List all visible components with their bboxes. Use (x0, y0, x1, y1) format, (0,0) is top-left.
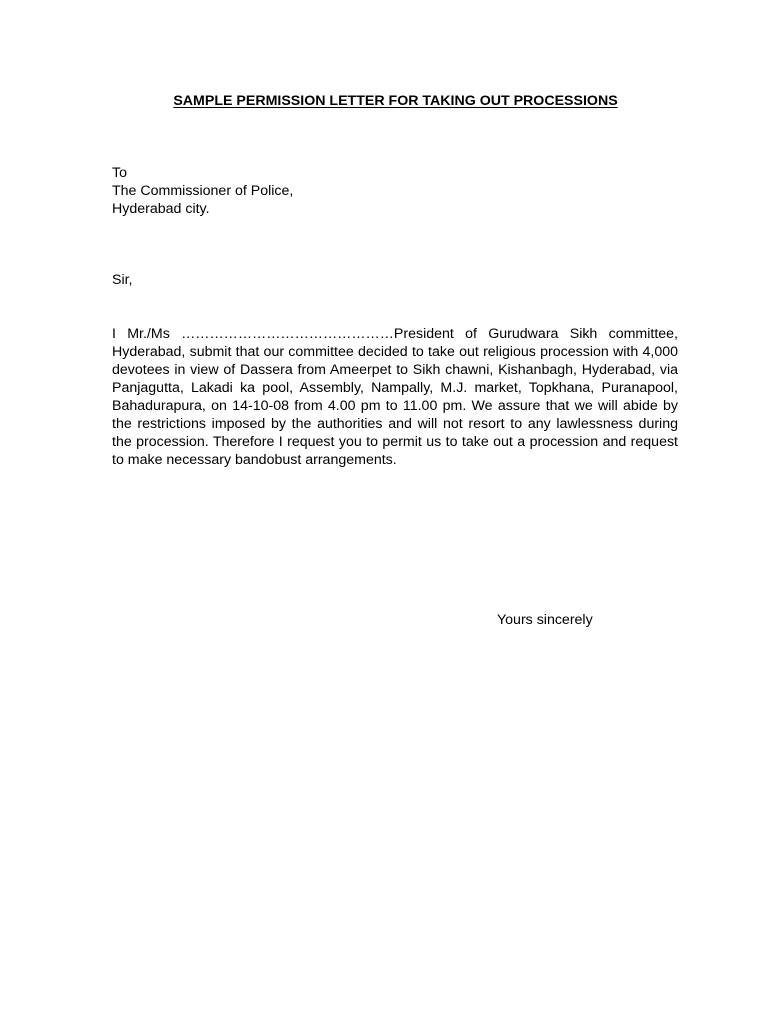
letter-title: SAMPLE PERMISSION LETTER FOR TAKING OUT PROCESSIONS (173, 93, 618, 109)
letter-title-container (0, 92, 768, 110)
salutation: Sir, (112, 272, 133, 288)
letter-body: I Mr./Ms ………………………………………President of Gurudwara Sikh committee, Hyderabad, submit that our committee decided to take out religious procession with 4,000 devotees in view of Dassera from Ameerpet to Sikh chawni, Kishanbagh, Hyderabad, via Panjagutta, Lakadi ka pool, Assembly, Nampally, M.J. market, Topkhana, Puranapool, Bahadurapura, on 14-10-08 from 4.00 pm to 11.00 pm. We assure that we will abide by the restrictions imposed by the authorities and will not resort to any lawlessness during the procession. Therefore I request you to permit us to take out a procession and request to make necessary bandobust arrangements. (112, 326, 678, 468)
address-to: To (112, 165, 127, 181)
address-recipient: The Commissioner of Police, (112, 183, 294, 199)
address-city: Hyderabad city. (112, 201, 210, 217)
closing-signoff: Yours sincerely (497, 612, 593, 628)
recipient-address (112, 164, 512, 218)
